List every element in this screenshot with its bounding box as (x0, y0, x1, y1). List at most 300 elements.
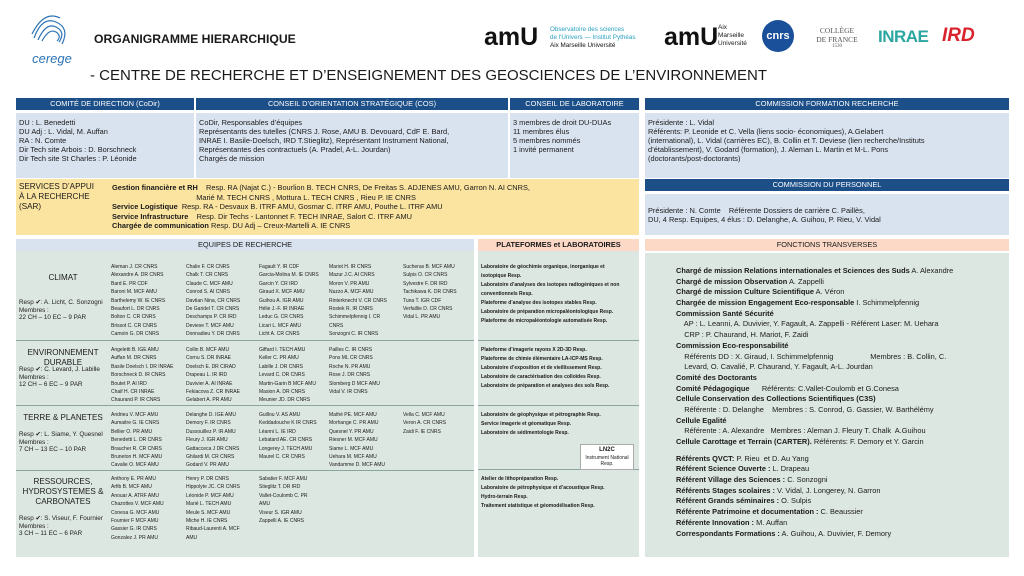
cfr-panel (645, 98, 1009, 175)
transverse-role: Cellule Egalité (676, 415, 727, 425)
cfr-line: Référents: P. Leonide et C. Vella (liens socio- économiques), A.Gelabert (648, 127, 884, 137)
team-separator (16, 405, 474, 406)
team-resp-line: 3 CH – 11 EC – 6 PAR (19, 530, 83, 538)
team-member: AMU (186, 534, 198, 541)
team-member: Hélie J.-F. IR INRAE (259, 305, 305, 312)
cfr-line: Présidente : L. Vidal (648, 118, 715, 127)
transverse-item (676, 437, 1006, 448)
team-member-column (111, 263, 183, 339)
team-member: Miche H. IE CNRS (186, 517, 228, 524)
teams-panel (16, 239, 474, 557)
cfr-line: d’établissement), V. Godard (formation), J. Aleman L. Martin et M-L. Pons (648, 145, 889, 155)
transverse-role: Référente Patrimoine et documentation : (676, 507, 819, 517)
team-member-column (329, 411, 401, 470)
labo-line: 11 membres élus (513, 127, 570, 137)
ln2c-line: Instrument National (585, 454, 629, 461)
sap-panel (16, 179, 639, 235)
team-member: Vandamme D. MCF AMU (329, 462, 386, 469)
team-member: Aumaitre G. IE CNRS (111, 420, 160, 427)
transverse-people: Référente : D. Delanghe Membres : S. Conrod, G. Gassier, W. Barthélémy (676, 404, 934, 414)
team-member: Leduc G. CR CNRS (259, 314, 304, 321)
team-responsibles (19, 299, 111, 322)
codir-line: Dir Tech site Arbois : D. Borschneck (19, 145, 137, 155)
cfr-header: COMMISSION FORMATION RECHERCHE (645, 98, 1009, 110)
cerege-logo (22, 8, 82, 68)
transverse-role: Référents QVCT: (676, 453, 735, 463)
team-name-line: RESSOURCES, (33, 477, 93, 486)
sap-service-staff: Resp. DU Adj – Creux-Martelli A. IE CNRS (208, 221, 351, 231)
team-responsibles (19, 366, 111, 389)
cfr-line: (doctorants/post-doctorants) (648, 154, 741, 164)
platform-group (481, 411, 637, 438)
transverse-people: I. Schimmelpfennig (854, 298, 920, 308)
platform-group (481, 263, 637, 326)
transverse-role: Comité des Doctorants (676, 372, 757, 382)
sap-line (112, 202, 634, 212)
sap-title-line: À LA RECHERCHE (19, 191, 90, 201)
team-member: Maurel C. CR CNRS (259, 453, 305, 460)
ird-logo: IRD (942, 25, 975, 46)
team-resp-line: Resp ✔: S. Viseur, F. Fournier (19, 515, 103, 522)
logo-line: DE FRANCE (816, 35, 858, 44)
transverse-item (676, 475, 1006, 486)
team-member: Sabatier F. MCF AMU (259, 476, 308, 482)
team-member: Veron A. CR CNRS (403, 420, 447, 427)
team-member: Camoin G. DR CNRS (111, 331, 160, 338)
sap-line (112, 183, 634, 193)
team-member: Moron V. PR AMU (329, 280, 370, 287)
team-resp-line: Resp ✔: C. Levard, J. Labille (19, 366, 100, 373)
transverse-role: Comité Pédagogique (676, 383, 750, 393)
transverse-item (676, 298, 1006, 309)
team-section (16, 407, 474, 469)
team-name-line: TERRE & PLANETES (23, 413, 103, 422)
codir-line: DU Adj : L. Vidal, M. Auffan (19, 127, 108, 137)
platform-item: Hydro-terrain Resp. (481, 494, 528, 500)
platforms-panel (478, 239, 639, 557)
team-member: Fleury J. IGR AMU (186, 437, 228, 444)
transverse-role: Chargé de mission Relations internationales et Sciences des Suds (676, 266, 910, 275)
team-member: Labille J. DR CNRS (259, 363, 303, 370)
team-member: Donnadieu Y. DR CNRS (186, 331, 240, 338)
caption-line: Aix Marseille Université (550, 41, 616, 49)
team-member: Deviese T. MCF AMU (186, 322, 234, 329)
labo-header: CONSEIL DE LABORATOIRE (510, 98, 639, 110)
caption-line: Aix (718, 24, 728, 31)
team-member: Baroni M. MCF AMU (111, 289, 157, 296)
page-title: ORGANIGRAMME HIERARCHIQUE (94, 32, 296, 46)
team-resp-line: Membres : (19, 373, 49, 381)
cos-line: Chargés de mission (199, 154, 265, 164)
sap-service-staff: Marié M. TECH CNRS , Mottura L. TECH CNRS , Rieu P. IE CNRS (112, 192, 416, 202)
caption-line: Marseille (718, 31, 745, 39)
transverse-item (676, 464, 1006, 475)
team-member: Davtian Nina, CR CNRS (186, 297, 241, 304)
team-resp-line: Membres : (19, 306, 49, 314)
transverse-people: Référente : A. Alexandre Membres : Aleman J. Fleury T. Chalk A.Guihou (676, 426, 926, 436)
team-member: Beaufort L. DR CNRS (111, 305, 160, 312)
codir-body (16, 113, 194, 178)
platform-separator (478, 405, 639, 406)
team-member: Sucheras B. MCF AMU (403, 264, 455, 270)
team-member: Cavalie O. MCF AMU (111, 462, 159, 469)
team-member: Léonide P. MCF AMU (186, 492, 234, 499)
amu-osu-logo: amU (484, 23, 539, 51)
team-section (16, 259, 474, 339)
team-member: Chaurand P. IR CNRS (111, 397, 161, 404)
logo-line: COLLÈGE (819, 26, 855, 35)
team-member: Arfib B. MCF AMU (111, 484, 152, 491)
team-member: Angeletti B. IGE AMU (111, 347, 159, 353)
team-member: Schimmelpfennig I. CR (329, 314, 381, 321)
transverse-item (676, 287, 1006, 298)
team-member: Keller C. PR AMU (259, 355, 299, 362)
team-member: Quesnel Y. PR AMU (329, 428, 374, 435)
transverse-role: Correspondants Formations : (676, 528, 780, 538)
team-member: Rinterknecht V. CR CNRS (329, 297, 387, 304)
sap-title-line: (SAR) (19, 201, 42, 211)
cos-header: CONSEIL D’ORIENTATION STRATÉGIQUE (COS) (196, 98, 508, 110)
team-member: Fagault Y. IR CDF (259, 264, 300, 270)
team-member: Uehara M. MCF AMU (329, 453, 377, 460)
team-member: Giffard I. TECH AMU (259, 347, 306, 353)
sap-service-name: Chargée de communication (112, 221, 209, 231)
transverse-role: Chargé de mission Observation (676, 276, 788, 286)
team-member-column (329, 263, 401, 339)
team-name-line: CLIMAT (48, 273, 78, 282)
team-member (403, 322, 471, 330)
transverse-role: Référent Village des Sciences : (676, 475, 786, 485)
team-member: Licht A. CR CNRS (259, 331, 300, 338)
team-name (19, 273, 107, 283)
codir-panel (16, 98, 194, 175)
team-member-column (259, 346, 331, 405)
platform-item: Service imagerie et géomatique Resp. (481, 421, 572, 427)
team-member: Roche N. PR AMU (329, 363, 371, 370)
cp-panel (645, 179, 1009, 235)
transverse-item (676, 518, 1006, 529)
team-member-column (403, 411, 471, 470)
codir-line: DU : L. Benedetti (19, 118, 76, 127)
platform-item: Laboratoire de caractérisation des colloïdes Resp. (481, 374, 601, 380)
college-de-france-logo (808, 26, 866, 50)
inrae-logo: INRAE (878, 27, 929, 46)
team-member: Pons ML CR CNRS (329, 355, 373, 362)
team-member: Ghilardi M. CR CNRS (186, 453, 235, 460)
team-name (19, 348, 107, 368)
team-separator (16, 340, 474, 341)
labo-body (510, 113, 639, 178)
transverse-people: L. Drapeau (770, 464, 810, 474)
team-member: Lebatard AE. CR CNRS (259, 437, 313, 444)
transverse-item (676, 277, 1006, 288)
platform-item: Traitement statistique et géomodélisation Resp. (481, 503, 595, 509)
sap-line (112, 193, 634, 203)
team-member-column (403, 263, 471, 339)
cnrs-logo: cnrs (762, 20, 794, 52)
transverse-people: P. Rieu et D. Au Yang (734, 453, 809, 463)
teams-header: EQUIPES DE RECHERCHE (16, 239, 474, 251)
team-resp-line: 22 CH – 10 EC – 9 PAR (19, 314, 87, 322)
team-member: Mazur J.C. AI CNRS (329, 272, 375, 279)
team-member: Chazottes V. MCF AMU (111, 501, 164, 508)
team-responsibles (19, 431, 111, 454)
transverse-item (676, 426, 1006, 437)
team-member: Zaidi F. IE CNRS (403, 428, 441, 435)
transverse-item (676, 266, 1006, 277)
team-member: Meunier JD. DR CNRS (259, 397, 311, 404)
team-member-column (186, 475, 258, 542)
cos-body (196, 113, 508, 178)
team-member: Drapeau L. IR IRD (186, 372, 228, 379)
labo-line: 5 membres nommés (513, 136, 581, 146)
sap-title-line: SERVICES D’APPUI (19, 182, 94, 191)
team-member: Levard C. DR CNRS (259, 372, 305, 379)
team-member: Conesa G. MCF AMU (111, 509, 160, 516)
team-member: Demory F. IR CNRS (186, 420, 231, 427)
svg-text:cerege: cerege (32, 51, 72, 66)
cfr-body (645, 113, 1009, 178)
team-member: Licari L. MCF AMU (259, 322, 301, 329)
team-member: Garcia-Molina M. IE CNRS (259, 272, 319, 279)
labo-line: 3 membres de droit DU-DUAs (513, 118, 612, 127)
team-member (403, 330, 471, 338)
team-member: Anouar A. ATRF AMU (111, 492, 159, 499)
team-resp-line: Membres : (19, 438, 49, 446)
team-member-column (259, 411, 331, 461)
team-member: Gelabert A. PR AMU (186, 397, 232, 404)
transverse-panel (645, 239, 1009, 557)
transverse-people: Référents DD : X. Giraud, I. Schimmelpfennig Membres : B. Collin, C. (676, 351, 947, 361)
team-resp-line: Resp ✔: A. Licht, C. Sonzogni (19, 299, 103, 306)
transverse-people: A. Guihou, A. Duvivier, F. Demory (779, 528, 892, 538)
team-member: Gonzalez J. PR AMU (111, 534, 158, 541)
labo-line: 1 invité permanent (513, 145, 574, 155)
team-member: Morhange C. PR AMU (329, 420, 379, 427)
cp-line: Présidente : N. Comte Référente Dossiers de carrière C. Paillès, (648, 206, 865, 215)
transverse-role: Chargée de mission Engagement Eco-responsable (676, 298, 855, 308)
team-member: Viseur S. IGR AMU (259, 509, 302, 516)
team-member: Deschamps P. CR IRD (186, 314, 237, 321)
sap-title (19, 182, 109, 212)
team-member (259, 525, 331, 533)
team-member: Longerey J. TECH AMU (259, 445, 313, 452)
transverse-item (676, 373, 1006, 384)
team-member: Léanni L. IE IRD (259, 428, 296, 435)
team-responsibles (19, 515, 111, 538)
platform-item: Laboratoire de géochimie organique, inorganique et (481, 264, 605, 270)
team-member: Ribaud-Laurenti A. MCF (186, 526, 240, 533)
platform-item: Plateforme d’imagerie rayons X 2D-3D Resp. (481, 347, 587, 353)
team-member: Tuna T. IGR CDF (403, 297, 442, 304)
platform-group (481, 346, 637, 391)
team-member: Fekiacova Z. CR INRAE (186, 388, 240, 395)
caption-line: Observatoire des sciences (550, 26, 625, 33)
amu-caption (718, 24, 747, 47)
team-member: Bard E. PR CDF (111, 280, 148, 287)
platform-item: conventionnels Resp. (481, 291, 533, 297)
transverse-role: Commission Santé Sécurité (676, 308, 774, 318)
team-member (403, 453, 471, 461)
logo-line: 1530 (832, 44, 842, 49)
transverse-people: Référents: F. Demory et Y. Garcin (811, 437, 924, 446)
team-member-column (186, 346, 258, 405)
team-member: Braucher R. CR CNRS (111, 445, 162, 452)
platform-separator (478, 340, 639, 341)
team-member: Keddadouche K IR CNRS (259, 420, 317, 427)
team-member: Martin-Garin B MCF AMU (259, 380, 316, 387)
team-member: Bruneton H. MCF AMU (111, 453, 163, 460)
team-member: Basile Doelsch I. DR INRAE (111, 363, 174, 370)
team-member: Chalk T. CR CNRS (186, 272, 229, 279)
caption-line: de l'Univers — Institut Pythéas (550, 33, 636, 41)
team-member: Auffan M. DR CNRS (111, 355, 157, 362)
team-member: Mariot H. IR CNRS (329, 264, 372, 270)
transverse-item (676, 496, 1006, 507)
sap-services (112, 183, 634, 231)
transverse-people: V. Vidal, J. Longerey, N. Garron (775, 485, 881, 495)
transverse-people: Référents: C.Vallet-Coulomb et G.Conesa (749, 383, 899, 393)
team-member: Siame L. MCF AMU (329, 445, 374, 452)
transverse-header: FONCTIONS TRANSVERSES (645, 239, 1009, 251)
transverse-role: Référent Grands séminaires : (676, 496, 780, 506)
team-name-line: HYDROSYSTEMES & (22, 486, 104, 496)
team-section (16, 342, 474, 404)
team-member: Pailles C. IR CNRS (329, 347, 373, 353)
cp-header: COMMISSION DU PERSONNEL (645, 179, 1009, 191)
codir-line: Dir Tech site St Charles : P. Léonide (19, 154, 137, 164)
amu-logo: amU (664, 23, 719, 51)
caption-line: Université (718, 39, 747, 47)
transverse-people: CRP : P. Chaurand, H. Mariot, F. Zaidi (676, 330, 809, 340)
codir-line: RA : N. Comte (19, 136, 67, 146)
labo-panel (510, 98, 639, 175)
team-member: Sulpis O. CR CNRS (403, 272, 448, 279)
transverse-people: M. Auffan (754, 517, 788, 527)
team-member: Tachikawa K. DR CNRS (403, 289, 457, 296)
team-member (259, 534, 331, 542)
team-member: Sylvestre F. DR IRD (403, 280, 448, 287)
team-member: Gassier G. IR CNRS (111, 526, 157, 533)
transverse-item (676, 529, 1006, 540)
team-resp-line: 7 CH – 13 EC – 10 PAR (19, 446, 87, 454)
cfr-line: (international), L. Vidal (carrières EC), B. Collin et T. Deviese (lien recherche/Instituts (648, 136, 925, 146)
team-member: Mathé PE. MCF AMU (329, 412, 377, 418)
cos-panel (196, 98, 508, 175)
codir-header: COMITÉ DE DIRECTION (CoDir) (16, 98, 194, 110)
team-name (19, 413, 107, 423)
team-member: Guihou A. IGR AMU (259, 297, 304, 304)
team-member: Nuzzo A. MCF AMU (329, 289, 374, 296)
team-member-column (186, 411, 258, 470)
transverse-role: Référents Stages scolaires : (676, 485, 775, 495)
sap-service-staff: Resp. RA - Desvaux B. ITRF AMU, Gosmar C. ITRF AMU, Pouthe L. ITRF AMU (177, 202, 443, 212)
platform-item: isotopique Resp. (481, 273, 522, 279)
platform-item: Laboratoire de géophysique et pétrographie Resp. (481, 412, 601, 418)
transverse-people: AP : L. Leanni, A. Duvivier, Y. Fagault, A. Zappelli - Référent Laser: M. Uehara (676, 319, 939, 329)
team-resp-line: 12 CH – 6 EC – 9 PAR (19, 381, 83, 389)
transverse-item (676, 486, 1006, 497)
transverse-item (676, 454, 1006, 465)
transverse-role: Cellule Carottage et Terrain (CARTER). (676, 437, 812, 446)
team-member: Conrod S. AI CNRS (186, 289, 230, 296)
team-member: Alexandre A. DR CNRS (111, 272, 164, 279)
team-name-line: CARBONATES (35, 496, 91, 506)
team-member: Chalie F. CR CNRS (186, 264, 230, 270)
cos-line: Représentantes des contractuels (A. Pradel, A-L. Jourdan) (199, 145, 391, 155)
platform-group (481, 475, 637, 511)
transverse-item (676, 319, 1006, 330)
team-member: Fournier F MCF AMU (111, 517, 159, 524)
team-member: Andrieu V. MCF AMU (111, 412, 159, 418)
team-member: Delanghe D. IGE AMU (186, 412, 237, 418)
page-subtitle: - CENTRE DE RECHERCHE ET D’ENSEIGNEMENT DES GEOSCIENCES DE L’ENVIRONNEMENT (90, 67, 768, 84)
team-member: Bolton C. CR CNRS (111, 314, 156, 321)
platform-item: Plateforme de micropaléontologie automatisée Resp. (481, 318, 608, 324)
team-member: Collin B. MCF AMU (186, 347, 230, 353)
transverse-people: A. Véron (813, 287, 845, 297)
team-member: Dussouillez P. IR AMU (186, 428, 236, 435)
team-member: Vella C. MCF AMU (403, 412, 445, 418)
team-member: Rose J. DR CNRS (329, 372, 371, 379)
team-name (19, 477, 107, 507)
team-member: Marié L. TECH AMU (186, 501, 232, 508)
team-member: Zappelli A. IE CNRS (259, 517, 305, 524)
transverse-people: A. Alexandre (909, 266, 954, 275)
sap-service-staff: Resp. RA (Najat C.) - Bourlion B. TECH CNRS, De Freitas S. ADJENES AMU, Garron N. AI CNRS, (197, 183, 530, 192)
team-member-column (111, 475, 183, 542)
team-member: Hippolyte JC. CR CNRS (186, 484, 240, 491)
team-name-line: DURABLE (43, 357, 83, 367)
sap-service-name: Gestion financière et RH (112, 183, 198, 192)
team-member: Vallet-Coulomb C. PR (259, 492, 308, 499)
team-member: Vidal V. IR CNRS (329, 388, 368, 395)
team-member (403, 445, 471, 453)
ln2c-line: Resp. (600, 460, 614, 467)
transverse-item (676, 362, 1006, 373)
sap-service-staff: Resp. Dir Techs - Lantonnet F. TECH INRAE, Salort C. ITRF AMU (188, 211, 412, 221)
transverse-people: A. Zappelli (787, 276, 824, 286)
platform-item: Laboratoire d’analyses des isotopes radiogéniques et non (481, 282, 620, 288)
team-member-column (259, 263, 331, 339)
transverse-people: O. Sulpis (779, 496, 812, 506)
team-member: Slomberg D MCF AMU (329, 380, 380, 387)
transverse-item (676, 416, 1006, 427)
cos-line: CoDir, Responsables d’équipes (199, 118, 303, 127)
transverse-item (676, 384, 1006, 395)
team-member: Aleman J. CR CNRS (111, 264, 158, 270)
team-member: Godard V. PR AMU (186, 462, 229, 469)
cp-line: DU, 4 Resp. Equipes, 4 élus : D. Delanghe, A. Guihou, P. Rieu, V. Vidal (648, 215, 881, 225)
transverse-item (676, 352, 1006, 363)
platforms-header: PLATEFORMES et LABORATOIRES (478, 239, 639, 251)
platform-item: Laboratoire de préparation micropaléontologique Resp. (481, 309, 614, 315)
team-member: Garcin Y. CR IRD (259, 280, 298, 287)
team-member: Sonzogni C. IR CNRS (329, 331, 379, 338)
transverse-item (676, 507, 1006, 518)
team-member-column (186, 263, 258, 339)
team-member: CNRS (329, 322, 344, 329)
team-member: Duvivier A. AI INRAE (186, 380, 233, 387)
team-section (16, 471, 474, 555)
transverse-item (676, 405, 1006, 416)
sap-service-name: Service Logistique (112, 202, 178, 212)
platform-item: Laboratoire d’exposition et de vieillissement Resp. (481, 365, 602, 371)
team-member-column (111, 411, 183, 470)
sap-service-name: Service Infrastructure (112, 211, 189, 221)
team-member: Verfaillie D. CR CNRS (403, 305, 453, 312)
ln2c-title: LN2C (599, 447, 615, 453)
